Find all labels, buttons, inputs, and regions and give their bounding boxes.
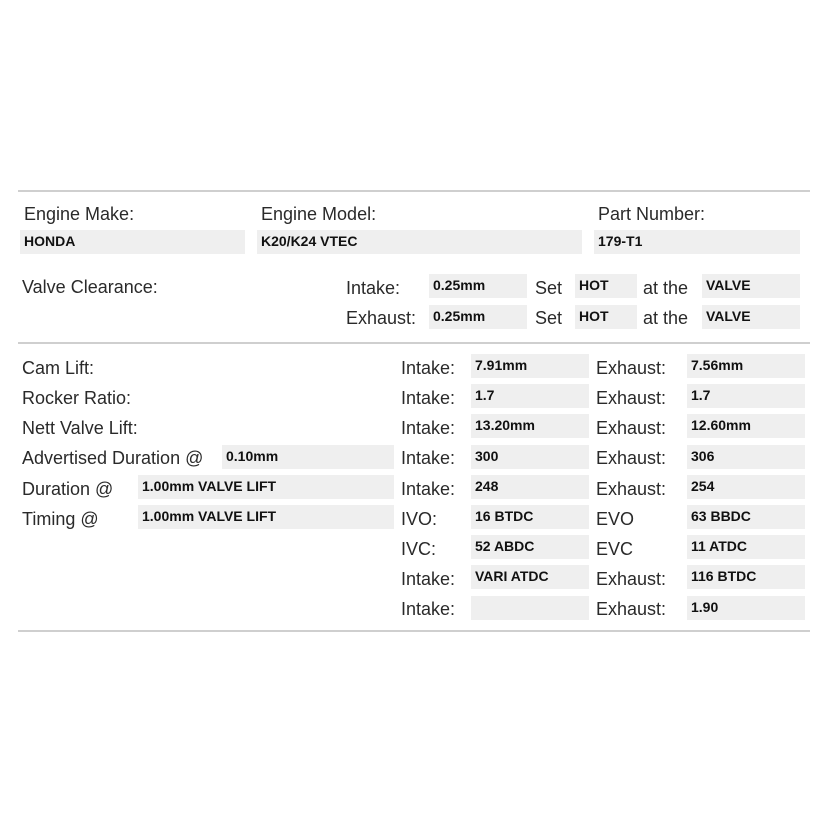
clearance-exhaust-label: Exhaust: xyxy=(346,308,417,328)
top-divider xyxy=(18,190,810,192)
valve-clearance-label: Valve Clearance: xyxy=(22,277,158,297)
row-left-label: Intake: xyxy=(401,418,456,438)
part-number-label: Part Number: xyxy=(598,204,706,224)
row-left-value: 300 xyxy=(471,445,589,469)
row-right-label: Exhaust: xyxy=(596,569,667,589)
engine-model-value: K20/K24 VTEC xyxy=(257,230,582,254)
row-left-label: IVO: xyxy=(401,509,438,529)
bottom-divider xyxy=(18,630,810,632)
engine-make-label: Engine Make: xyxy=(24,204,135,224)
row-right-label: Exhaust: xyxy=(596,358,667,378)
row-right-value: 12.60mm xyxy=(687,414,805,438)
row-left-label: Intake: xyxy=(401,479,456,499)
row-left-value: VARI ATDC xyxy=(471,565,589,589)
clearance-exhaust-value: 0.25mm xyxy=(429,305,527,329)
row-left-label: Intake: xyxy=(401,569,456,589)
advertised-duration-label: Advertised Duration @ xyxy=(22,448,204,468)
row-right-label: Exhaust: xyxy=(596,479,667,499)
engine-make-value: HONDA xyxy=(20,230,245,254)
rocker-ratio-label: Rocker Ratio: xyxy=(22,388,132,408)
cam-lift-label: Cam Lift: xyxy=(22,358,95,378)
clearance-exhaust-at-label: at the xyxy=(643,308,689,328)
row-left-value: 7.91mm xyxy=(471,354,589,378)
row-right-label: EVC xyxy=(596,539,634,559)
part-number-value: 179-T1 xyxy=(594,230,800,254)
advertised-duration-value: 0.10mm xyxy=(222,445,394,469)
row-left-value: 1.7 xyxy=(471,384,589,408)
row-left-label: IVC: xyxy=(401,539,437,559)
row-left-label: Intake: xyxy=(401,448,456,468)
clearance-intake-value: 0.25mm xyxy=(429,274,527,298)
row-left-value: 13.20mm xyxy=(471,414,589,438)
row-left-label: Intake: xyxy=(401,358,456,378)
row-right-label: Exhaust: xyxy=(596,418,667,438)
row-right-label: EVO xyxy=(596,509,635,529)
clearance-intake-label: Intake: xyxy=(346,278,401,298)
clearance-exhaust-location: VALVE xyxy=(702,305,800,329)
clearance-intake-temp: HOT xyxy=(575,274,637,298)
row-right-label: Exhaust: xyxy=(596,599,667,619)
row-right-value: 1.90 xyxy=(687,596,805,620)
duration-label: Duration @ xyxy=(22,479,114,499)
clearance-intake-location: VALVE xyxy=(702,274,800,298)
row-left-value: 248 xyxy=(471,475,589,499)
middle-divider xyxy=(18,342,810,344)
row-left-label: Intake: xyxy=(401,388,456,408)
engine-model-label: Engine Model: xyxy=(261,204,377,224)
clearance-intake-at-label: at the xyxy=(643,278,689,298)
row-right-value: 116 BTDC xyxy=(687,565,805,589)
nett-valve-lift-label: Nett Valve Lift: xyxy=(22,418,138,438)
clearance-intake-set-label: Set xyxy=(535,278,563,298)
timing-value: 1.00mm VALVE LIFT xyxy=(138,505,394,529)
row-right-value: 254 xyxy=(687,475,805,499)
row-right-value: 7.56mm xyxy=(687,354,805,378)
row-right-value: 1.7 xyxy=(687,384,805,408)
row-left-label: Intake: xyxy=(401,599,456,619)
row-right-value: 63 BBDC xyxy=(687,505,805,529)
row-right-label: Exhaust: xyxy=(596,448,667,468)
duration-value: 1.00mm VALVE LIFT xyxy=(138,475,394,499)
row-left-value: 16 BTDC xyxy=(471,505,589,529)
row-left-value: 52 ABDC xyxy=(471,535,589,559)
row-right-value: 11 ATDC xyxy=(687,535,805,559)
row-left-value xyxy=(471,596,589,620)
timing-label: Timing @ xyxy=(22,509,99,529)
row-right-label: Exhaust: xyxy=(596,388,667,408)
row-right-value: 306 xyxy=(687,445,805,469)
clearance-exhaust-temp: HOT xyxy=(575,305,637,329)
clearance-exhaust-set-label: Set xyxy=(535,308,563,328)
